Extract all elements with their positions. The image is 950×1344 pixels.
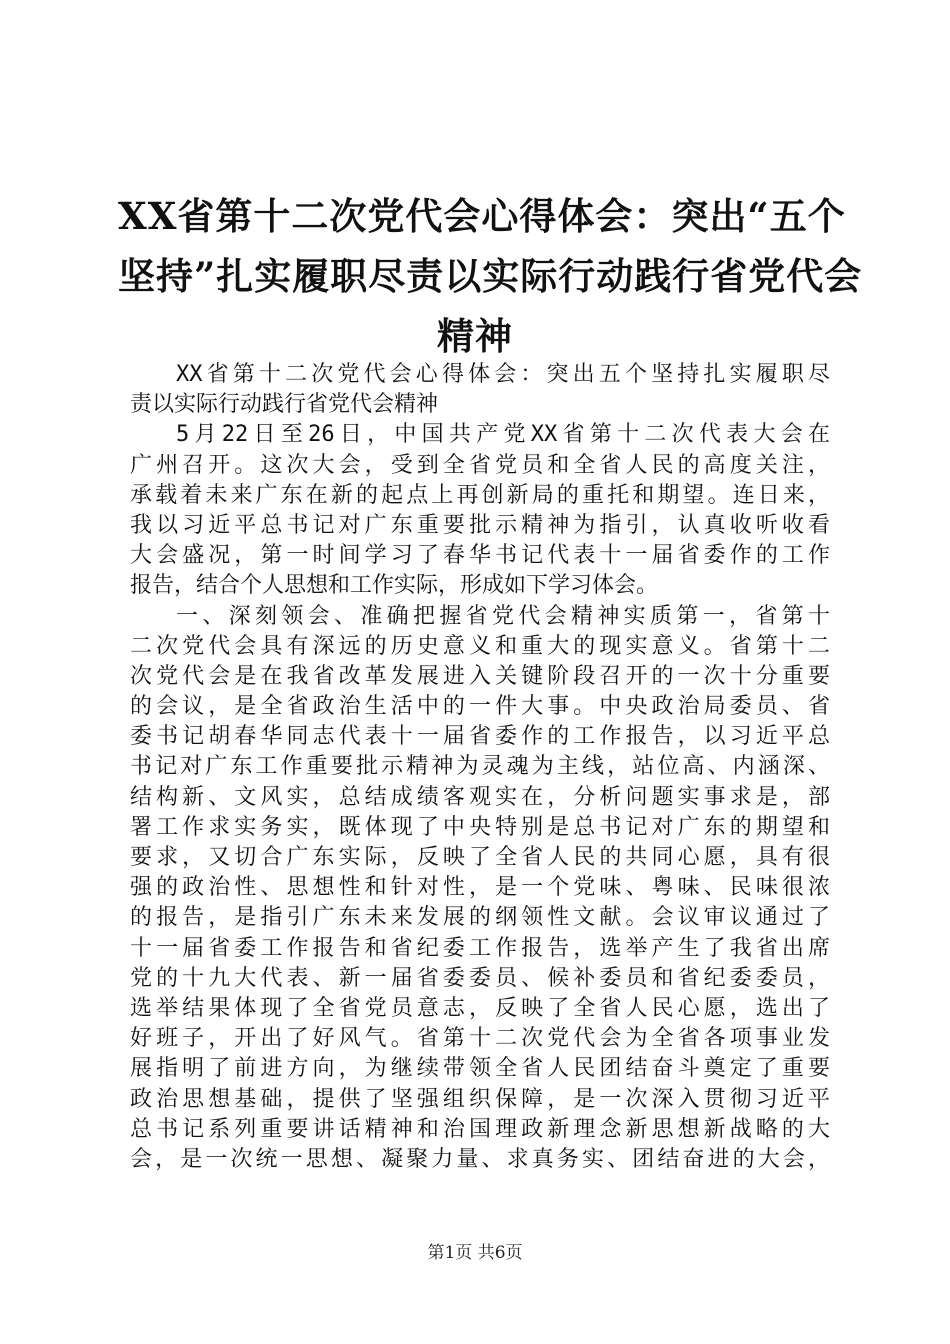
text-line: 党的十九大代表、新一届省委委员、候补委员和省纪委委员， xyxy=(130,965,830,991)
text-line: 的会议，是全省政治生活中的一件大事。中央政治局委员、省 xyxy=(130,694,830,720)
text-line: 5月22日至26日，中国共产党XX省第十二次代表大会在 xyxy=(176,422,830,448)
text-line: 总书记系列重要讲话精神和治国理政新理念新思想新战略的大 xyxy=(130,1116,830,1142)
text-line: 一、深刻领会、准确把握省党代会精神实质第一，省第十 xyxy=(176,603,830,629)
text-line: 二次党代会具有深远的历史意义和重大的现实意义。省第十二 xyxy=(130,633,830,659)
text-line: 次党代会是在我省改革发展进入关键阶段召开的一次十分重要 xyxy=(130,663,830,689)
text-line: 要求，又切合广东实际，反映了全省人民的共同心愿，具有很 xyxy=(130,845,830,870)
text-line: 十一届省委工作报告和省纪委工作报告，选举产生了我省出席 xyxy=(130,935,830,961)
text-line: 委书记胡春华同志代表十一届省委作的工作报告，以习近平总 xyxy=(130,724,830,750)
paragraph xyxy=(130,360,830,420)
paragraph xyxy=(130,602,830,1176)
text-line: 的报告，是指引广东未来发展的纲领性文献。会议审议通过了 xyxy=(130,905,830,931)
text-line: 好班子，开出了好风气。省第十二次党代会为全省各项事业发 xyxy=(130,1026,830,1052)
text-line: 书记对广东工作重要批示精神为灵魂为主线，站位高、内涵深、 xyxy=(130,754,830,780)
text-line: 结构新、文风实，总结成绩客观实在，分析问题实事求是，部 xyxy=(130,784,830,810)
text-line: 强的政治性、思想性和针对性，是一个党味、粤味、民味很浓 xyxy=(130,875,830,901)
text-line: 我以习近平总书记对广东重要批示精神为指引，认真收听收看 xyxy=(130,512,830,538)
title-line: 精神 xyxy=(437,314,513,358)
text-line: XX省第十二次党代会心得体会：突出五个坚持扎实履职尽 xyxy=(176,362,830,387)
text-line: 广州召开。这次大会，受到全省党员和全省人民的高度关注， xyxy=(130,452,830,478)
document-body xyxy=(130,360,830,1175)
text-line: 会，是一次统一思想、凝聚力量、求真务实、团结奋进的大会， xyxy=(130,1146,830,1172)
text-line: 选举结果体现了全省党员意志，反映了全省人民心愿，选出了 xyxy=(130,995,830,1021)
title-line: XX省第十二次党代会心得体会：突出“五个 xyxy=(118,194,846,238)
text-line: 大会盛况，第一时间学习了春华书记代表十一届省委作的工作 xyxy=(130,543,830,569)
title-line: 坚持”扎实履职尽责以实际行动践行省党代会 xyxy=(118,254,863,298)
text-line: 政治思想基础，提供了坚强组织保障，是一次深入贯彻习近平 xyxy=(130,1086,830,1112)
text-line: 报告，结合个人思想和工作实际，形成如下学习体会。 xyxy=(130,573,659,599)
paragraph xyxy=(130,420,830,601)
page-footer: 第1页 共6页 xyxy=(427,1243,523,1263)
text-line: 署工作求实务实，既体现了中央特别是总书记对广东的期望和 xyxy=(130,814,830,840)
text-line: 承载着未来广东在新的起点上再创新局的重托和期望。连日来， xyxy=(130,482,830,508)
text-line: 展指明了前进方向，为继续带领全省人民团结奋斗奠定了重要 xyxy=(130,1056,830,1082)
text-line: 责以实际行动践行省党代会精神 xyxy=(130,392,439,418)
document-title xyxy=(118,186,863,366)
